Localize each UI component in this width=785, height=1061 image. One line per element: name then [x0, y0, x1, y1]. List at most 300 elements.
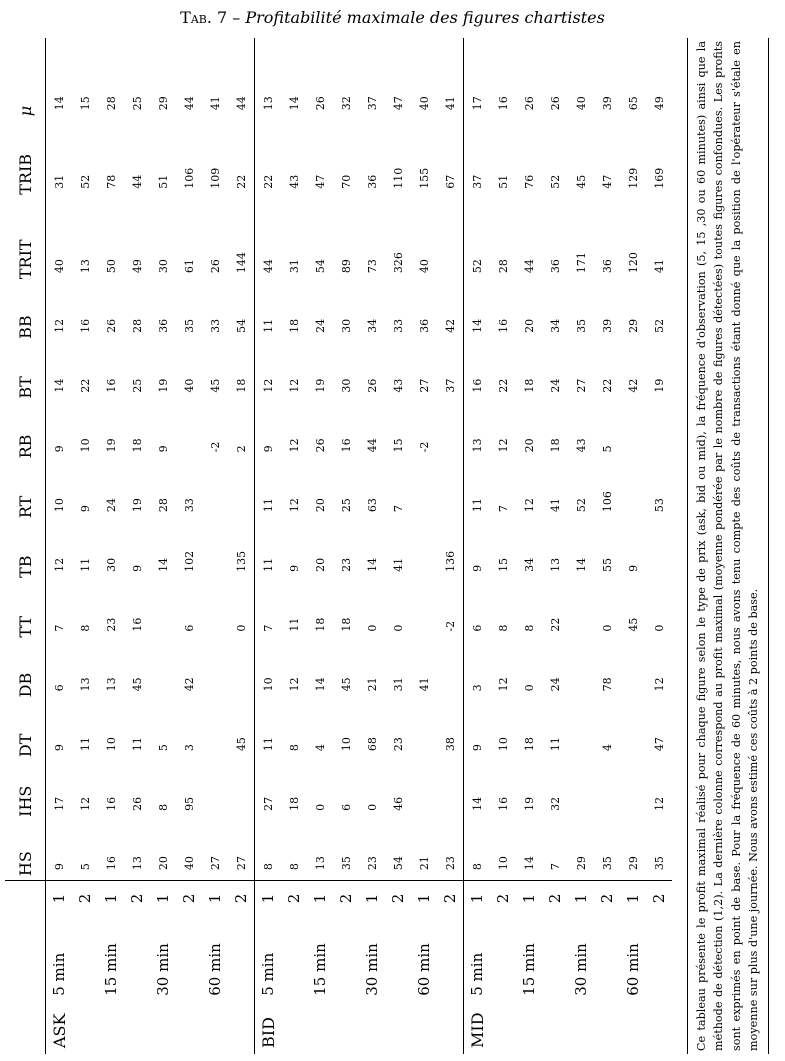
- table-cell: 15: [391, 438, 405, 453]
- table-cell: 19: [652, 378, 666, 393]
- table-cell: 41: [548, 498, 562, 513]
- table-cell: 45: [130, 677, 144, 692]
- table-cell: [228, 462, 255, 522]
- table-cell: 36: [365, 174, 379, 189]
- table-cell: 52: [78, 174, 92, 189]
- table-row: [150, 38, 176, 1054]
- table-cell: 18: [313, 617, 327, 632]
- table-cell: 7: [496, 505, 510, 513]
- price-type-label: [385, 998, 411, 1054]
- method-label: 1: [202, 881, 228, 916]
- table-cell: 9: [130, 564, 144, 572]
- column-header: μ: [5, 38, 46, 120]
- column-header: HS: [5, 821, 46, 881]
- table-cell: [176, 403, 202, 463]
- table-cell: 23: [391, 737, 405, 752]
- table-cell: 45: [626, 617, 640, 632]
- table-cell: 13: [548, 557, 562, 572]
- table-cell: 106: [182, 167, 196, 189]
- table-row: [464, 38, 491, 1054]
- column-header: BT: [5, 343, 46, 403]
- table-cell: 73: [365, 259, 379, 274]
- table-cell: 16: [339, 438, 353, 453]
- table-cell: 12: [522, 498, 536, 513]
- table-cell: [620, 761, 646, 821]
- table-cell: 40: [574, 96, 588, 111]
- frequency-label: 15 min: [520, 943, 538, 996]
- table-cell: 9: [52, 863, 66, 871]
- price-type-label: [72, 998, 98, 1054]
- frequency-label: 60 min: [206, 943, 224, 996]
- table-cell: [202, 582, 228, 642]
- table-cell: 7: [255, 582, 282, 642]
- table-cell: 51: [496, 174, 510, 189]
- frequency-label: 60 min: [415, 943, 433, 996]
- table-row: [646, 38, 672, 1054]
- table-cell: 4: [600, 744, 614, 752]
- table-cell: 47: [313, 174, 327, 189]
- table-cell: 14: [156, 557, 170, 572]
- table-cell: 129: [626, 167, 640, 189]
- table-row: [176, 38, 202, 1054]
- table-cell: 106: [600, 491, 614, 513]
- table-cell: 12: [52, 318, 66, 333]
- table-cell: 89: [339, 259, 353, 274]
- table-cell: 9: [52, 445, 66, 453]
- frequency-label: 15 min: [311, 943, 329, 996]
- method-label: 1: [516, 881, 542, 916]
- table-cell: 25: [130, 96, 144, 111]
- table-cell: 22: [496, 378, 510, 393]
- method-label: 1: [46, 881, 73, 916]
- table-cell: 51: [156, 174, 170, 189]
- table-cell: 26: [313, 96, 327, 111]
- table-cell: 18: [130, 438, 144, 453]
- table-cell: 109: [208, 167, 222, 189]
- table-note: Ce tableau présente le profit maximal réalisé pour chaque figure selon le type de prix (ask, bid ou mid), la fréquence d'observation (5, 15 ,30 ou 60 minutes) ainsi que la méthode de détection (1,2). La dernière colonne correspond au profit maximal (moyenne pondérée par le nombre de figures détectées) toutes figures confondues. Les profits sont exprimés en point de base. Pour la fréquence de 60 minutes, nous avons tenu compte des coûts de transactions étant donné que la position de l'opérateur s'étale en moyenne sur plus d'une journée. Nous avons estimé ces coûts à 2 points de base.: [687, 38, 769, 1054]
- table-cell: 52: [548, 174, 562, 189]
- table-cell: [437, 642, 464, 702]
- table-cell: 27: [234, 856, 248, 871]
- price-type-label: [281, 998, 307, 1054]
- table-cell: 18: [548, 438, 562, 453]
- method-label: 1: [255, 881, 282, 916]
- table-cell: 52: [574, 498, 588, 513]
- table-cell: 40: [52, 259, 66, 274]
- table-cell: [437, 462, 464, 522]
- price-type-label: [150, 998, 176, 1054]
- table-cell: 11: [464, 462, 491, 522]
- table-cell: 29: [574, 856, 588, 871]
- table-cell: 35: [600, 856, 614, 871]
- frequency-label: [542, 916, 568, 998]
- header-blank: [5, 881, 46, 916]
- table-cell: 19: [130, 498, 144, 513]
- table-cell: [646, 403, 672, 463]
- table-cell: 43: [391, 378, 405, 393]
- table-cell: 9: [78, 505, 92, 513]
- table-cell: 26: [365, 378, 379, 393]
- table-cell: 37: [464, 120, 491, 199]
- header-blank: [5, 998, 46, 1054]
- table-cell: 9: [464, 701, 491, 761]
- table-cell: 18: [287, 796, 301, 811]
- table-cell: 26: [313, 438, 327, 453]
- table-cell: 67: [443, 174, 457, 189]
- table-cell: 49: [130, 259, 144, 274]
- method-label: 1: [568, 881, 594, 916]
- table-cell: 29: [156, 96, 170, 111]
- table-cell: 26: [208, 259, 222, 274]
- price-type-label: BID: [255, 998, 282, 1054]
- table-cell: 11: [78, 737, 92, 752]
- table-cell: 18: [522, 378, 536, 393]
- table-cell: 16: [78, 318, 92, 333]
- table-cell: 8: [78, 624, 92, 632]
- table-cell: 3: [182, 744, 196, 752]
- table-cell: 41: [417, 677, 431, 692]
- method-label: 1: [620, 881, 646, 916]
- table-cell: 120: [626, 252, 640, 274]
- price-type-label: [333, 998, 359, 1054]
- table-cell: 9: [626, 564, 640, 572]
- table-caption: [0, 8, 785, 27]
- table-cell: 15: [496, 557, 510, 572]
- column-header: TT: [5, 582, 46, 642]
- table-cell: 31: [52, 174, 66, 189]
- table-cell: 18: [339, 617, 353, 632]
- table-row: [255, 38, 282, 1054]
- table-cell: 41: [652, 259, 666, 274]
- table-cell: 30: [104, 557, 118, 572]
- method-label: 2: [72, 881, 98, 916]
- table-cell: [411, 462, 437, 522]
- table-cell: 0: [652, 624, 666, 632]
- table-cell: 32: [548, 796, 562, 811]
- method-label: 1: [150, 881, 176, 916]
- table-cell: 43: [574, 438, 588, 453]
- table-cell: 7: [391, 505, 405, 513]
- table-cell: 32: [339, 96, 353, 111]
- frequency-label: 30 min: [363, 943, 381, 996]
- table-cell: 42: [182, 677, 196, 692]
- table-cell: 11: [130, 737, 144, 752]
- table-row: [307, 38, 333, 1054]
- table-cell: 25: [339, 498, 353, 513]
- table-cell: 326: [391, 252, 405, 274]
- table-cell: 10: [52, 498, 66, 513]
- table-cell: 12: [287, 677, 301, 692]
- table-cell: 171: [574, 252, 588, 274]
- table-cell: [202, 701, 228, 761]
- table-cell: 44: [365, 438, 379, 453]
- table-cell: 22: [548, 617, 562, 632]
- table-cell: 22: [234, 174, 248, 189]
- table-cell: 36: [600, 259, 614, 274]
- table-cell: 36: [548, 259, 562, 274]
- table-cell: 27: [208, 856, 222, 871]
- table-cell: 16: [104, 856, 118, 871]
- table-cell: 16: [496, 796, 510, 811]
- table-cell: 13: [130, 856, 144, 871]
- table-cell: 55: [600, 557, 614, 572]
- method-label: 2: [646, 881, 672, 916]
- table-cell: 47: [391, 96, 405, 111]
- table-cell: 35: [652, 856, 666, 871]
- price-type-label: [307, 998, 333, 1054]
- table-cell: 28: [130, 318, 144, 333]
- table-cell: 23: [339, 557, 353, 572]
- table-cell: 46: [391, 796, 405, 811]
- table-cell: 8: [255, 821, 282, 881]
- method-label: 2: [542, 881, 568, 916]
- frequency-label: 30 min: [154, 943, 172, 996]
- price-type-label: [568, 998, 594, 1054]
- table-cell: 13: [464, 403, 491, 463]
- table-cell: 23: [365, 856, 379, 871]
- table-cell: 0: [522, 684, 536, 692]
- table-cell: [228, 761, 255, 821]
- table-cell: 52: [464, 199, 491, 283]
- table-row: [490, 38, 516, 1054]
- table-cell: 47: [600, 174, 614, 189]
- table-cell: [228, 642, 255, 702]
- price-type-label: [176, 998, 202, 1054]
- table-cell: 8: [287, 744, 301, 752]
- table-cell: 95: [182, 796, 196, 811]
- table-cell: 44: [234, 96, 248, 111]
- frequency-label: 5 min: [50, 952, 68, 996]
- table-cell: 15: [78, 96, 92, 111]
- table-cell: 28: [496, 259, 510, 274]
- table-cell: 63: [365, 498, 379, 513]
- table-cell: 10: [496, 856, 510, 871]
- table-cell: 10: [104, 737, 118, 752]
- table-cell: 6: [52, 684, 66, 692]
- column-header: TRIT: [5, 199, 46, 283]
- table-cell: 14: [313, 677, 327, 692]
- table-cell: [568, 642, 594, 702]
- table-cell: 0: [365, 803, 379, 811]
- table-cell: 16: [104, 796, 118, 811]
- table-cell: 102: [182, 550, 196, 572]
- table-cell: 14: [52, 378, 66, 393]
- table-cell: 21: [365, 677, 379, 692]
- price-type-label: [437, 998, 464, 1054]
- table-row: [124, 38, 150, 1054]
- table-row: [281, 38, 307, 1054]
- table-cell: 76: [522, 174, 536, 189]
- table-title: Profitabilité maximale des figures chartistes: [245, 8, 605, 27]
- table-cell: 50: [104, 259, 118, 274]
- table-cell: [202, 462, 228, 522]
- table-cell: 24: [548, 677, 562, 692]
- table-cell: 23: [104, 617, 118, 632]
- table-cell: [620, 403, 646, 463]
- table-cell: 49: [652, 96, 666, 111]
- table-cell: 9: [156, 445, 170, 453]
- table-cell: 35: [182, 318, 196, 333]
- table-cell: 11: [255, 701, 282, 761]
- table-cell: 20: [313, 498, 327, 513]
- table-cell: 21: [417, 856, 431, 871]
- table-cell: 12: [287, 438, 301, 453]
- table-cell: 12: [496, 438, 510, 453]
- table-cell: 135: [234, 550, 248, 572]
- table-cell: 9: [464, 522, 491, 582]
- table-row: [594, 38, 620, 1054]
- method-label: 1: [464, 881, 491, 916]
- table-cell: 44: [255, 199, 282, 283]
- price-type-label: [516, 998, 542, 1054]
- table-cell: 54: [234, 318, 248, 333]
- table-cell: 27: [417, 378, 431, 393]
- price-type-label: [542, 998, 568, 1054]
- table-cell: 30: [156, 259, 170, 274]
- table-cell: [411, 701, 437, 761]
- table-cell: 11: [78, 557, 92, 572]
- table-cell: 6: [464, 582, 491, 642]
- table-row: [568, 38, 594, 1054]
- table-cell: 24: [313, 318, 327, 333]
- table-cell: 45: [208, 378, 222, 393]
- price-type-label: [620, 998, 646, 1054]
- table-cell: 0: [391, 624, 405, 632]
- table-cell: 13: [255, 38, 282, 120]
- table-cell: 110: [391, 167, 405, 189]
- table-cell: [646, 522, 672, 582]
- table-cell: 41: [443, 96, 457, 111]
- table-cell: 65: [626, 96, 640, 111]
- method-label: 2: [176, 881, 202, 916]
- table-cell: 155: [417, 167, 431, 189]
- table-cell: 18: [287, 318, 301, 333]
- table-cell: [620, 642, 646, 702]
- table-cell: 13: [313, 856, 327, 871]
- table-cell: 33: [208, 318, 222, 333]
- column-header: IHS: [5, 761, 46, 821]
- frequency-label: 60 min: [624, 943, 642, 996]
- price-type-label: [98, 998, 124, 1054]
- table-cell: 44: [522, 259, 536, 274]
- table-cell: 8: [522, 624, 536, 632]
- table-cell: 9: [255, 403, 282, 463]
- table-cell: [437, 199, 464, 283]
- table-cell: 30: [339, 318, 353, 333]
- column-header: TB: [5, 522, 46, 582]
- rotated-table-block: [5, 38, 775, 1054]
- table-cell: 38: [443, 737, 457, 752]
- frequency-label: [646, 916, 672, 998]
- table-cell: [437, 403, 464, 463]
- method-label: 2: [228, 881, 255, 916]
- table-cell: 20: [522, 438, 536, 453]
- frequency-label: [333, 916, 359, 998]
- table-row: [542, 38, 568, 1054]
- table-cell: 17: [464, 38, 491, 120]
- table-label: Tab. 7 –: [180, 8, 241, 27]
- table-cell: 12: [496, 677, 510, 692]
- table-cell: [568, 701, 594, 761]
- table-cell: 53: [652, 498, 666, 513]
- table-cell: 26: [548, 96, 562, 111]
- table-cell: 16: [104, 378, 118, 393]
- table-cell: 14: [365, 557, 379, 572]
- table-cell: 20: [313, 557, 327, 572]
- table-cell: [411, 582, 437, 642]
- table-cell: 42: [443, 318, 457, 333]
- price-type-label: ASK: [49, 1013, 69, 1048]
- table-cell: 0: [600, 624, 614, 632]
- table-cell: 16: [496, 318, 510, 333]
- table-cell: 29: [626, 318, 640, 333]
- table-cell: 20: [156, 856, 170, 871]
- price-type-label: [359, 998, 385, 1054]
- table-cell: 2: [234, 445, 248, 453]
- table-cell: 11: [255, 462, 282, 522]
- frequency-label: [176, 916, 202, 998]
- table-cell: 27: [255, 761, 282, 821]
- table-cell: [202, 522, 228, 582]
- table-cell: -2: [443, 620, 457, 632]
- frequency-label: [594, 916, 620, 998]
- price-type-label: [124, 998, 150, 1054]
- table-row: [72, 38, 98, 1054]
- table-row: [437, 38, 464, 1054]
- table-cell: 10: [339, 737, 353, 752]
- table-cell: 78: [600, 677, 614, 692]
- table-cell: 0: [234, 624, 248, 632]
- table-cell: 70: [339, 174, 353, 189]
- table-cell: 20: [522, 318, 536, 333]
- table-cell: 12: [652, 796, 666, 811]
- table-cell: 61: [182, 259, 196, 274]
- table-cell: 16: [464, 343, 491, 403]
- table-cell: 45: [574, 174, 588, 189]
- table-cell: [620, 462, 646, 522]
- table-cell: 11: [287, 617, 301, 632]
- table-cell: 0: [365, 624, 379, 632]
- frequency-label: 5 min: [255, 916, 282, 998]
- table-cell: 13: [104, 677, 118, 692]
- table-cell: 34: [365, 318, 379, 333]
- table-cell: 31: [391, 677, 405, 692]
- table-cell: 45: [339, 677, 353, 692]
- table-cell: 35: [339, 856, 353, 871]
- price-type-label: MID: [464, 998, 491, 1054]
- price-type-label: [202, 998, 228, 1054]
- table-cell: 14: [522, 856, 536, 871]
- table-cell: 13: [78, 259, 92, 274]
- method-label: 1: [411, 881, 437, 916]
- frequency-label: [490, 916, 516, 998]
- table-cell: 40: [182, 378, 196, 393]
- table-cell: 5: [600, 445, 614, 453]
- table-cell: 19: [522, 796, 536, 811]
- table-cell: 13: [78, 677, 92, 692]
- table-cell: [411, 522, 437, 582]
- table-cell: 11: [255, 522, 282, 582]
- table-cell: 22: [78, 378, 92, 393]
- table-cell: 8: [496, 624, 510, 632]
- table-cell: [202, 761, 228, 821]
- header-blank: [5, 916, 46, 998]
- table-cell: 78: [104, 174, 118, 189]
- column-header: RT: [5, 462, 46, 522]
- table-row: [98, 38, 124, 1054]
- table-cell: 9: [52, 744, 66, 752]
- table-cell: 36: [156, 318, 170, 333]
